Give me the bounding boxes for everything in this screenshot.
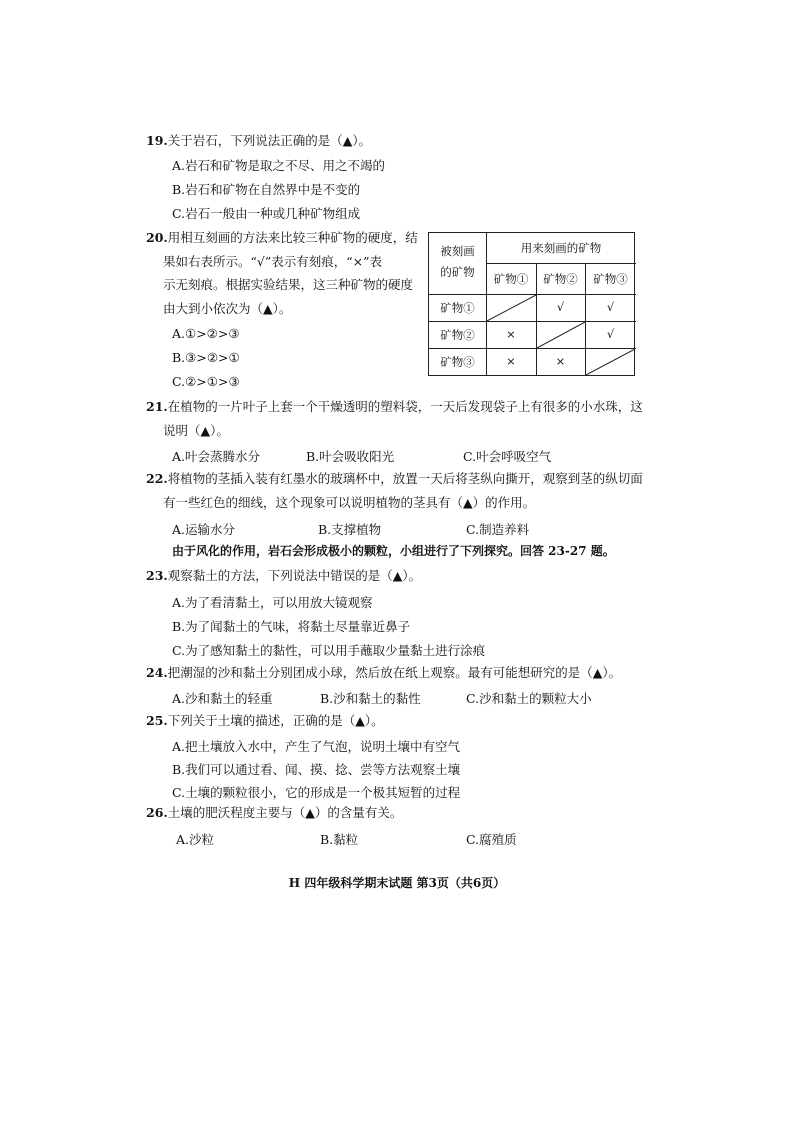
question-text: 下列关于土壤的描述，正确的是（▲）。 (167, 713, 384, 728)
table-cell: × (506, 354, 516, 368)
question-text: 观察黏土的方法，下列说法中错误的是（▲）。 (167, 568, 422, 583)
option-23-c: C.为了感知黏土的黏性，可以用手蘸取少量黏土进行涂痕 (172, 643, 486, 658)
option-22-b: B.支撑植物 (318, 522, 382, 537)
option-25-b: B.我们可以通过看、闻、摸、捻、尝等方法观察土壤 (172, 762, 461, 777)
table-cell: × (506, 327, 516, 341)
column-header-mineral-3: 矿物③ (593, 272, 628, 286)
diagonal-slash-3 (586, 349, 635, 375)
option-21-c: C.叶会呼吸空气 (463, 449, 552, 464)
question-number: 25. (146, 713, 168, 728)
option-20-c: C.②>①>③ (172, 374, 240, 389)
table-cell: √ (606, 300, 615, 314)
option-20-a: A.①>②>③ (172, 326, 240, 341)
option-25-c: C.土壤的颗粒很小，它的形成是一个极其短暂的过程 (172, 785, 461, 800)
table-cell: × (555, 354, 566, 368)
option-26-a: A.沙粒 (176, 832, 215, 847)
option-23-a: A.为了看清黏土，可以用放大镜观察 (172, 595, 373, 610)
question-21-stem-line2: 说明（▲）。 (163, 423, 229, 438)
option-26-c: C.腐殖质 (466, 832, 517, 847)
question-number: 22. (146, 471, 168, 486)
row-label-mineral-2: 矿物② (440, 328, 475, 342)
question-number: 20. (146, 230, 168, 245)
question-number: 24. (146, 665, 168, 680)
option-24-c: C.沙和黏土的颗粒大小 (466, 691, 592, 706)
question-text: 把潮湿的沙和黏土分别团成小球，然后放在纸上观察。最有可能想研究的是（▲）。 (167, 665, 622, 680)
group-header: 用来刻画的矿物 (520, 241, 602, 255)
question-20-stem-line3: 示无刻痕。根据实验结果，这三种矿物的硬度 (163, 277, 414, 292)
table-cell: √ (606, 327, 615, 341)
question-text: 在植物的一片叶子上套一个干燥透明的塑料袋，一天后发现袋子上有很多的小水珠，这 (167, 399, 643, 414)
diagonal-slash-2 (537, 322, 585, 348)
question-22-stem-line2: 有一些红色的细线，这个现象可以说明植物的茎具有（▲）的作用。 (163, 495, 536, 510)
option-21-a: A.叶会蒸腾水分 (172, 449, 261, 464)
option-22-c: C.制造养料 (466, 522, 530, 537)
question-text: 土壤的肥沃程度主要与（▲）的含量有关。 (167, 805, 403, 820)
question-20-stem-line2: 果如右表所示。“√”表示有刻痕，“×”表 (163, 254, 383, 269)
question-number: 19. (146, 133, 168, 148)
question-21-stem-line1 (146, 397, 643, 415)
question-20-stem-line1 (146, 228, 418, 246)
option-19-b: B.岩石和矿物在自然界中是不变的 (172, 182, 361, 197)
question-24-stem (146, 663, 621, 681)
question-19-stem (146, 131, 371, 149)
option-19-c: C.岩石一般由一种或几种矿物组成 (172, 206, 361, 221)
column-header-mineral-2: 矿物② (543, 272, 578, 286)
page-footer: H 四年级科学期末试题 第3页（共6页） (288, 876, 506, 890)
question-22-stem-line1 (146, 469, 643, 487)
question-text: 将植物的茎插入装有红墨水的玻璃杯中，放置一天后将茎纵向撕开，观察到茎的纵切面 (167, 471, 643, 486)
question-text: 关于岩石，下列说法正确的是（▲）。 (167, 133, 372, 148)
row-label-mineral-3: 矿物③ (440, 355, 475, 369)
corner-header-line1: 被刻画 (440, 244, 475, 258)
question-text: 用相互刻画的方法来比较三种矿物的硬度，结 (167, 230, 418, 245)
row-label-mineral-1: 矿物① (440, 301, 475, 315)
option-24-a: A.沙和黏土的轻重 (172, 691, 273, 706)
question-26-stem (146, 803, 402, 821)
question-number: 23. (146, 568, 168, 583)
option-26-b: B.黏粒 (320, 832, 359, 847)
option-24-b: B.沙和黏土的黏性 (320, 691, 421, 706)
column-header-mineral-1: 矿物① (493, 272, 529, 286)
option-25-a: A.把土壤放入水中，产生了气泡，说明土壤中有空气 (172, 739, 461, 754)
section-note: 由于风化的作用，岩石会形成极小的颗粒，小组进行了下列探究。回答 23-27 题。 (172, 544, 615, 558)
option-21-b: B.叶会吸收阳光 (306, 449, 395, 464)
option-19-a: A.岩石和矿物是取之不尽、用之不竭的 (172, 158, 386, 173)
diagonal-slash-1 (487, 295, 536, 321)
mineral-scratch-table (428, 232, 635, 376)
corner-header-line2: 的矿物 (440, 265, 475, 279)
option-22-a: A.运输水分 (172, 522, 236, 537)
question-number: 21. (146, 399, 168, 414)
question-23-stem (146, 566, 421, 584)
question-number: 26. (146, 805, 168, 820)
option-23-b: B.为了闻黏土的气味，将黏土尽量靠近鼻子 (172, 619, 411, 634)
table-cell: √ (556, 300, 565, 314)
option-20-b: B.③>②>① (172, 350, 240, 365)
question-25-stem (146, 711, 384, 729)
question-20-stem-line4: 由大到小依次为（▲）。 (163, 301, 292, 316)
